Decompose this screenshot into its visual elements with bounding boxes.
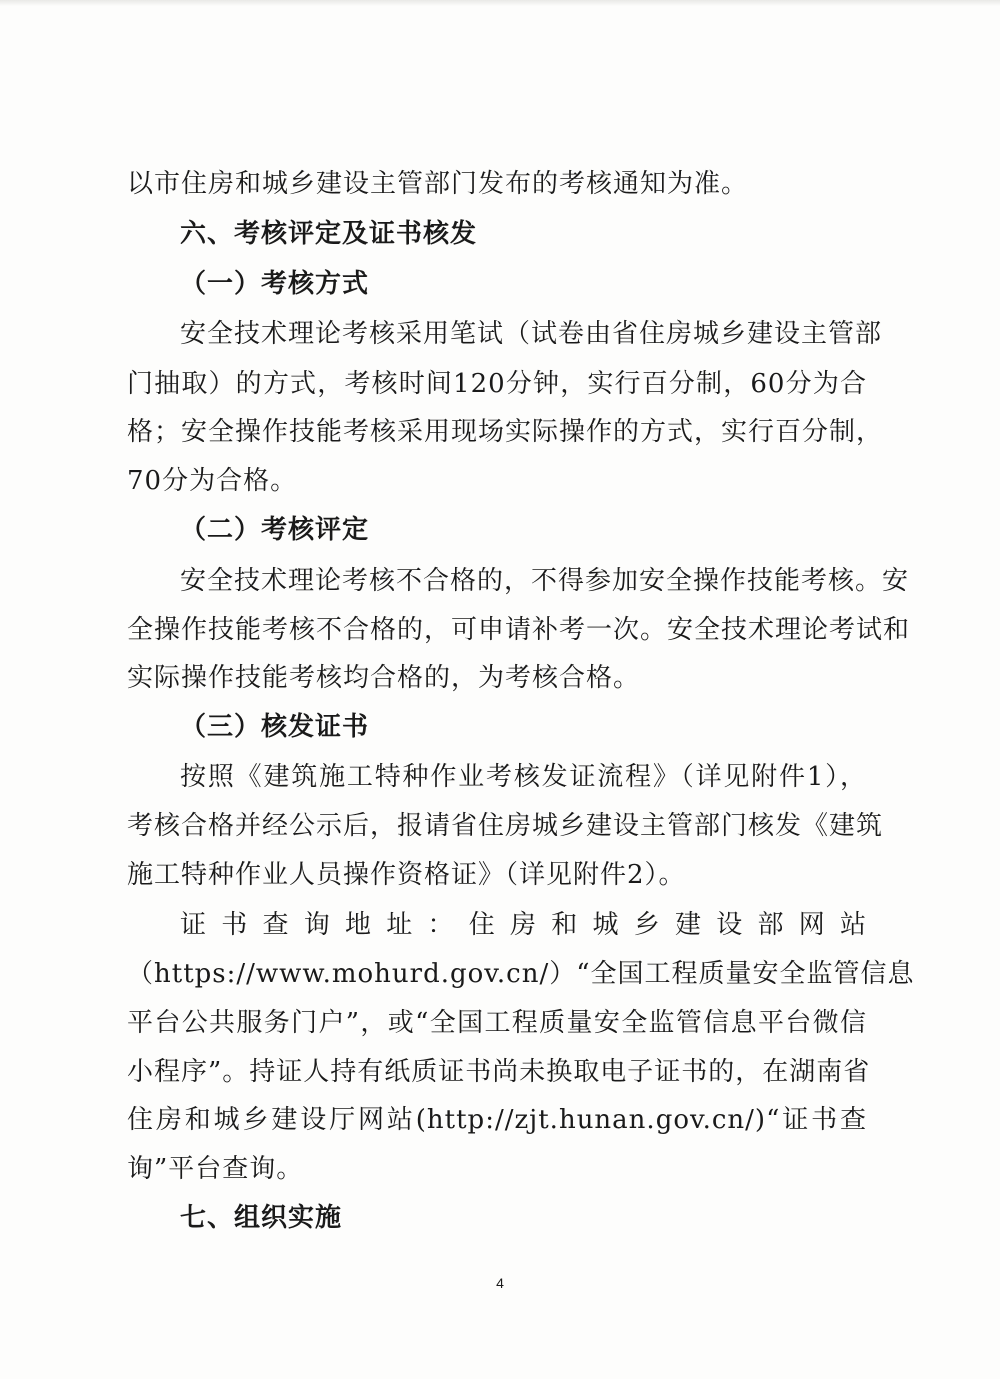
- paragraph-line: 实际操作技能考核均合格的，为考核合格。: [127, 663, 641, 693]
- paragraph-line: 询”平台查询。: [127, 1154, 304, 1184]
- section-heading-seven: 七、组织实施: [180, 1203, 343, 1233]
- section-heading-six: 六、考核评定及证书核发: [180, 219, 478, 249]
- paragraph-line: 安全技术理论考核采用笔试（试卷由省住房城乡建设主管部: [180, 319, 883, 349]
- subheading-exam-method: （一）考核方式: [180, 269, 370, 299]
- page-number: 4: [496, 1275, 504, 1291]
- paragraph-line: 施工特种作业人员操作资格证》（详见附件2）。: [127, 860, 686, 890]
- paragraph-line: 70分为合格。: [127, 466, 298, 496]
- subheading-certificate-issuance: （三）核发证书: [180, 712, 370, 742]
- paragraph-line: 考核合格并经公示后，报请省住房城乡建设主管部门核发《建筑: [127, 811, 884, 841]
- paragraph-line: 门抽取）的方式，考核时间120分钟，实行百分制，60分为合: [127, 369, 867, 399]
- paragraph-line: 格；安全操作技能考核采用现场实际操作的方式，实行百分制，: [127, 417, 884, 447]
- subheading-exam-evaluation: （二）考核评定: [180, 515, 370, 545]
- paragraph-line-url: 住房和城乡建设厅网站(http://zjt.hunan.gov.cn/)“证书查: [127, 1105, 867, 1135]
- paragraph-line: 全操作技能考核不合格的，可申请补考一次。安全技术理论考试和: [127, 615, 911, 645]
- paragraph-line: 以市住房和城乡建设主管部门发布的考核通知为准。: [127, 169, 749, 199]
- scan-edge: [0, 0, 1000, 6]
- paragraph-line: 按照《建筑施工特种作业考核发证流程》（详见附件1），: [180, 762, 867, 792]
- paragraph-line: 安全技术理论考核不合格的，不得参加安全操作技能考核。安: [180, 566, 910, 596]
- paragraph-line-url: （https://www.mohurd.gov.cn/）“全国工程质量安全监管信息: [127, 959, 915, 989]
- paragraph-line: 证书查询地址：住房和城乡建设部网站: [180, 910, 867, 940]
- paragraph-line: 小程序”。持证人持有纸质证书尚未换取电子证书的，在湖南省: [127, 1057, 871, 1087]
- paragraph-line: 平台公共服务门户”，或“全国工程质量安全监管信息平台微信: [127, 1008, 867, 1038]
